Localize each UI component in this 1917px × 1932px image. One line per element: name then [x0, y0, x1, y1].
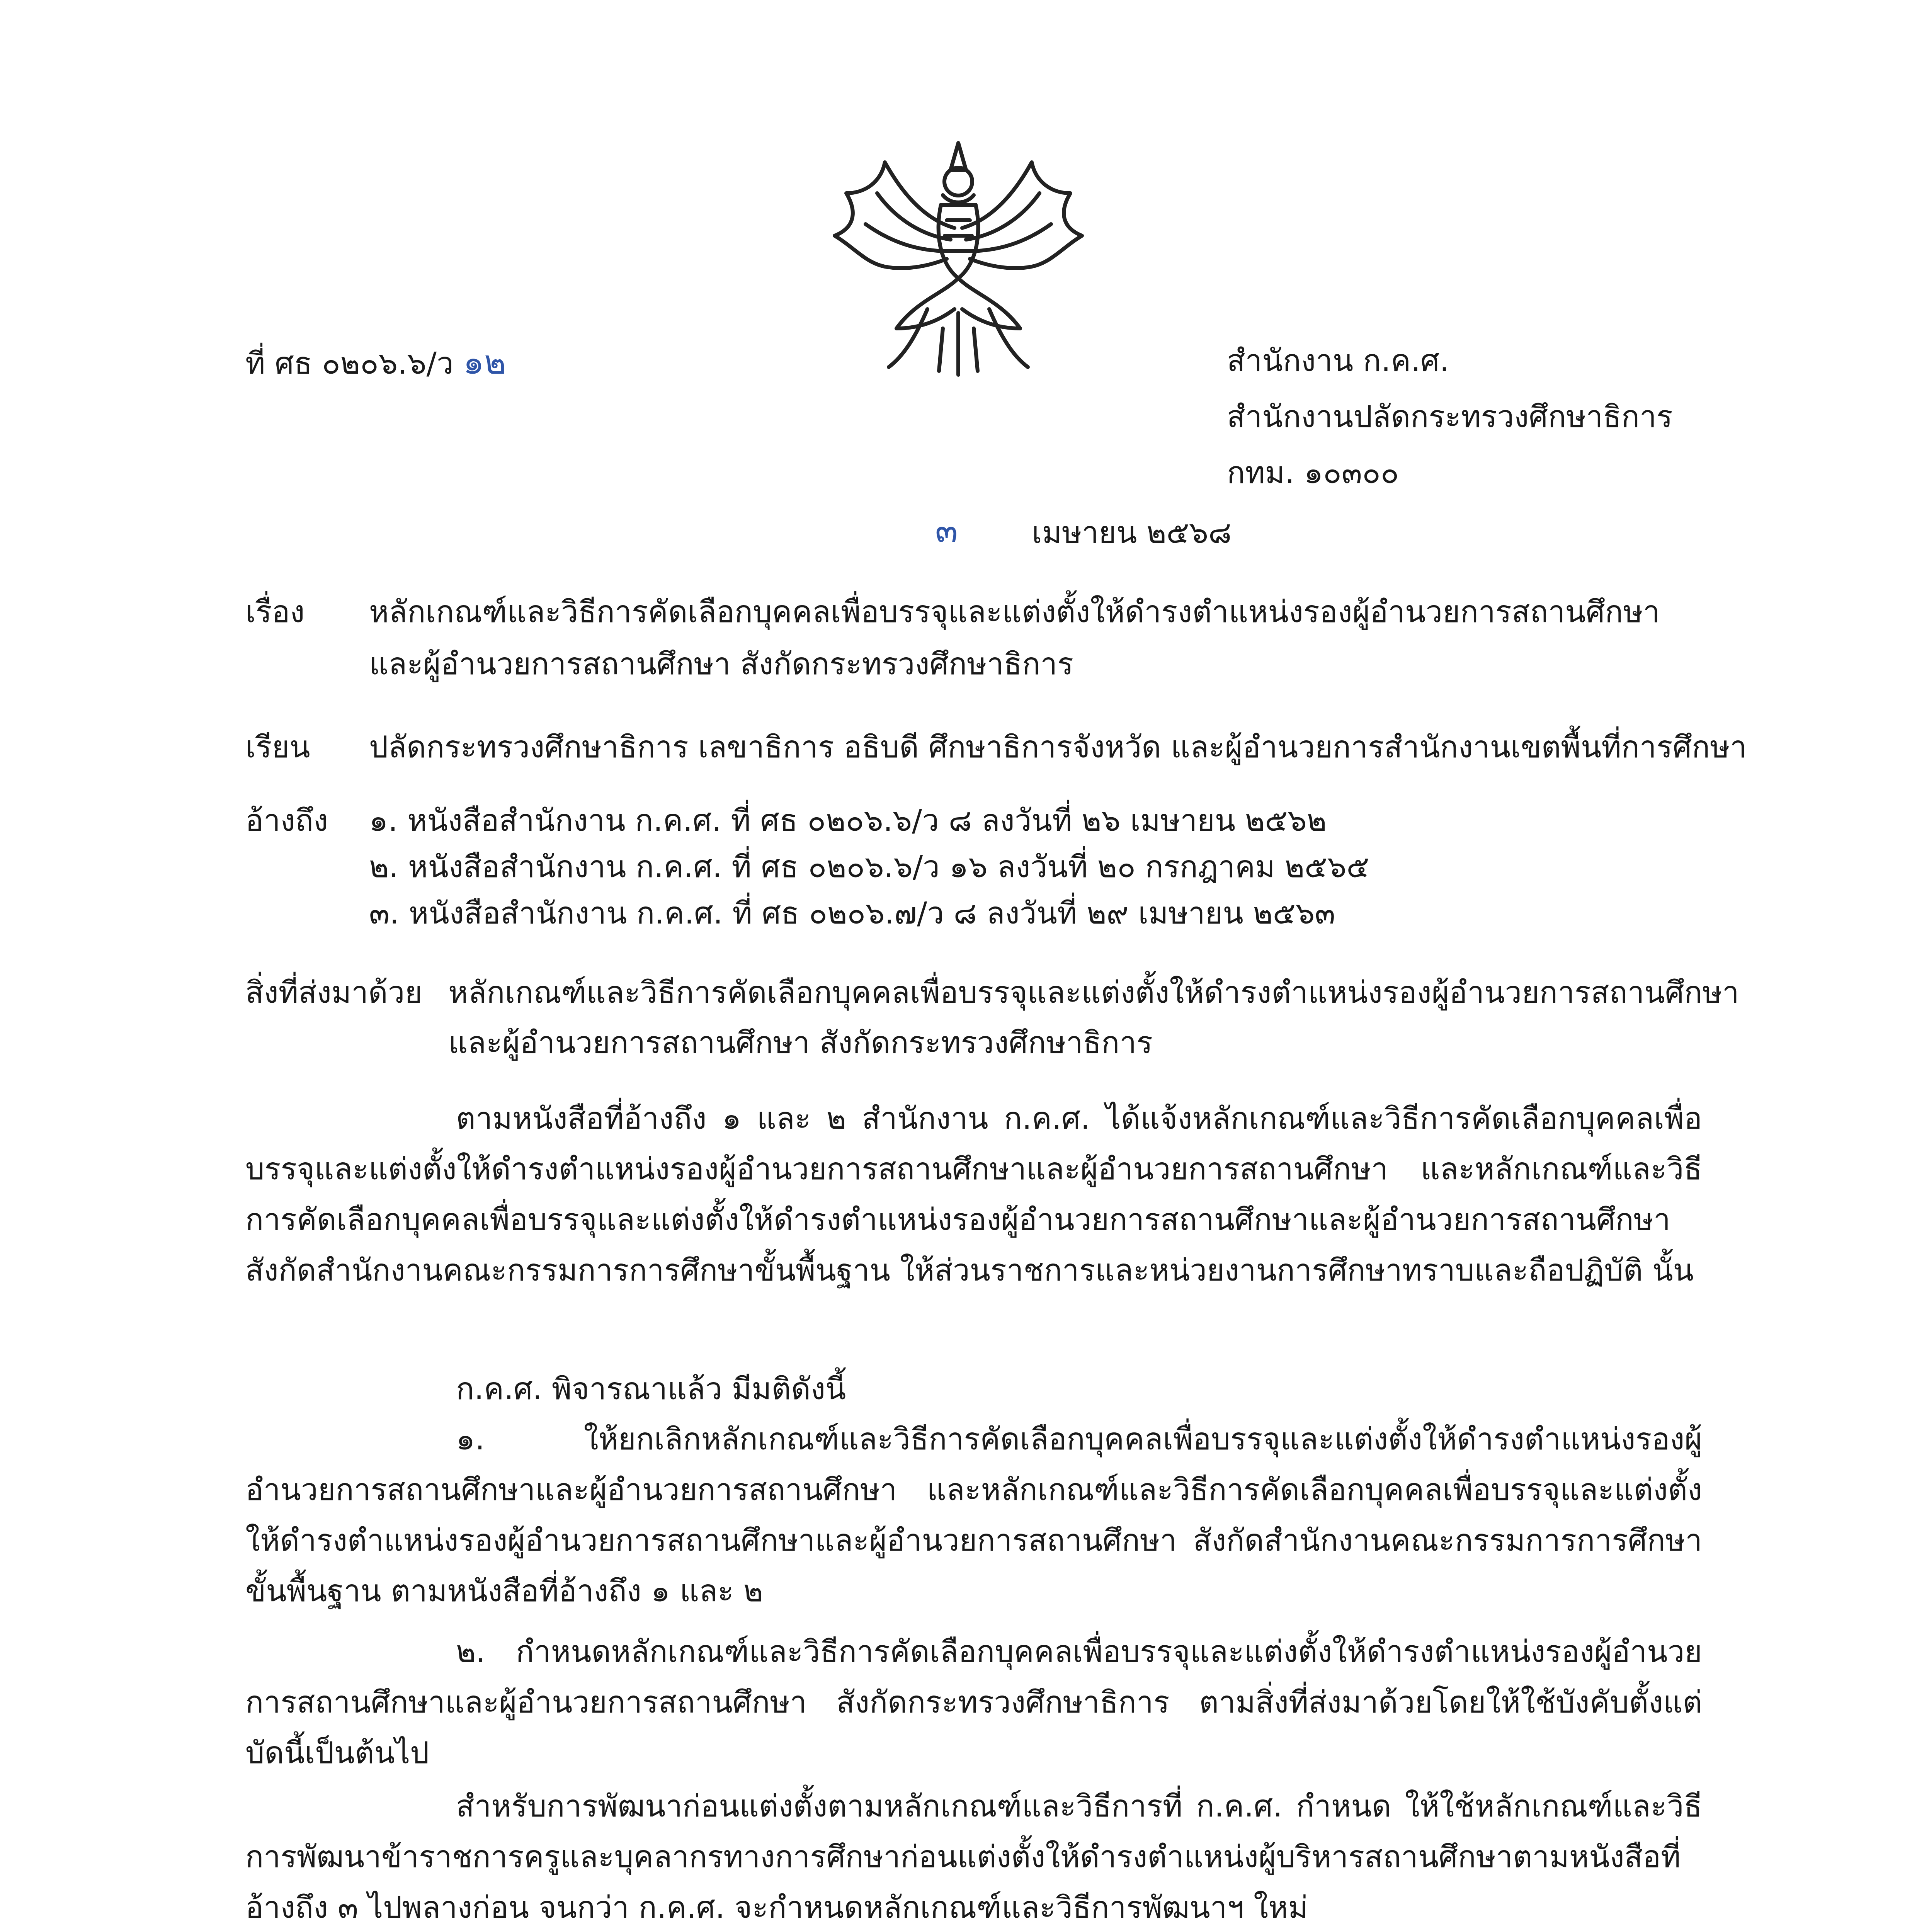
- to-label: เรียน: [245, 730, 310, 765]
- enclosure-label: สิ่งที่ส่งมาด้วย: [245, 975, 423, 1010]
- date-month-year: เมษายน ๒๕๖๘: [1032, 515, 1232, 550]
- reference-item: ๓. หนังสือสำนักงาน ก.ค.ศ. ที่ ศธ ๐๒๐๖.๗/ว ๘ ลงวันที่ ๒๙ เมษายน ๒๕๖๓: [369, 896, 1335, 931]
- reference-item: ๒. หนังสือสำนักงาน ก.ค.ศ. ที่ ศธ ๐๒๐๖.๖/ว ๑๖ ลงวันที่ ๒๐ กรกฎาคม ๒๕๖๕: [369, 850, 1369, 884]
- subject-label: เรื่อง: [245, 595, 305, 629]
- enclosure-line-1: หลักเกณฑ์และวิธีการคัดเลือกบุคคลเพื่อบรรจุและแต่งตั้งให้ดำรงตำแหน่งรองผู้อำนวยการสถานศึกษา: [448, 975, 1739, 1010]
- reference-item: ๑. หนังสือสำนักงาน ก.ค.ศ. ที่ ศธ ๐๒๐๖.๖/ว ๘ ลงวันที่ ๒๖ เมษายน ๒๕๖๒: [369, 803, 1327, 838]
- subject-line-1: หลักเกณฑ์และวิธีการคัดเลือกบุคคลเพื่อบรรจุและแต่งตั้งให้ดำรงตำแหน่งรองผู้อำนวยการสถานศึกษา: [369, 595, 1660, 629]
- body-paragraph-1: ตามหนังสือที่อ้างถึง ๑ และ ๒ สำนักงาน ก.ค.ศ. ได้แจ้งหลักเกณฑ์และวิธีการคัดเลือกบุคคลเพื่อบรรจุและแต่งตั้งให้ดำรงตำแหน่งรองผู้อำนวยการสถานศึกษาและผู้อำนวยการสถานศึกษา และหลักเกณฑ์และวิธีการคัดเลือกบุคคลเพื่อบรรจุและแต่งตั้งให้ดำรงตำแหน่งรองผู้อำนวยการสถานศึกษาและผู้อำนวยการสถานศึกษา สังกัดสำนักงานคณะกรรมการการศึกษาขั้นพื้นฐาน ให้ส่วนราชการและหน่วยงานการศึกษาทราบและถือปฏิบัติ นั้น: [245, 1101, 1702, 1288]
- office-line-2: สำนักงานปลัดกระทรวงศึกษาธิการ: [1227, 400, 1673, 434]
- garuda-emblem-icon: [788, 128, 1128, 379]
- document-ref-number: [245, 343, 506, 382]
- enclosure-line-2: และผู้อำนวยการสถานศึกษา สังกัดกระทรวงศึกษาธิการ: [448, 1026, 1153, 1060]
- body-paragraph-2: ก.ค.ศ. พิจารณาแล้ว มีมติดังนี้: [456, 1372, 846, 1406]
- subject-line-2: และผู้อำนวยการสถานศึกษา สังกัดกระทรวงศึกษาธิการ: [369, 647, 1074, 682]
- office-line-1: สำนักงาน ก.ค.ศ.: [1227, 344, 1449, 378]
- to-recipients: ปลัดกระทรวงศึกษาธิการ เลขาธิการ อธิบดี ศึกษาธิการจังหวัด และผู้อำนวยการสำนักงานเขตพื้นที่การศึกษา: [369, 730, 1747, 765]
- body-paragraph-4: ๒. กำหนดหลักเกณฑ์และวิธีการคัดเลือกบุคคลเพื่อบรรจุและแต่งตั้งให้ดำรงตำแหน่งรองผู้อำนวยการสถานศึกษาและผู้อำนวยการสถานศึกษา สังกัดกระทรวงศึกษาธิการ ตามสิ่งที่ส่งมาด้วยโดยให้ใช้บังคับตั้งแต่บัดนี้เป็นต้นไป: [245, 1634, 1702, 1770]
- ref-prefix: ที่ ศธ ๐๒๐๖.๖/ว: [245, 346, 454, 381]
- body-paragraph-3: ๑. ให้ยกเลิกหลักเกณฑ์และวิธีการคัดเลือกบุคคลเพื่อบรรจุและแต่งตั้งให้ดำรงตำแหน่งรองผู้อำนวยการสถานศึกษาและผู้อำนวยการสถานศึกษา และหลักเกณฑ์และวิธีการคัดเลือกบุคคลเพื่อบรรจุและแต่งตั้งให้ดำรงตำแหน่งรองผู้อำนวยการสถานศึกษาและผู้อำนวยการสถานศึกษา สังกัดสำนักงานคณะกรรมการการศึกษาขั้นพื้นฐาน ตามหนังสือที่อ้างถึง ๑ และ ๒: [245, 1422, 1702, 1609]
- office-line-3: กทม. ๑๐๓๐๐: [1227, 456, 1399, 490]
- body-paragraph-5: สำหรับการพัฒนาก่อนแต่งตั้งตามหลักเกณฑ์และวิธีการที่ ก.ค.ศ. กำหนด ให้ใช้หลักเกณฑ์และวิธีการพัฒนาข้าราชการครูและบุคลากรทางการศึกษาก่อนแต่งตั้งให้ดำรงตำแหน่งผู้บริหารสถานศึกษาตามหนังสือที่อ้างถึง ๓ ไปพลางก่อน จนกว่า ก.ค.ศ. จะกำหนดหลักเกณฑ์และวิธีการพัฒนาฯ ใหม่: [245, 1789, 1702, 1925]
- references-label: อ้างถึง: [245, 803, 328, 838]
- ref-number-handwritten: ๑๒: [463, 343, 506, 382]
- date-day-handwritten: ๓: [935, 511, 958, 550]
